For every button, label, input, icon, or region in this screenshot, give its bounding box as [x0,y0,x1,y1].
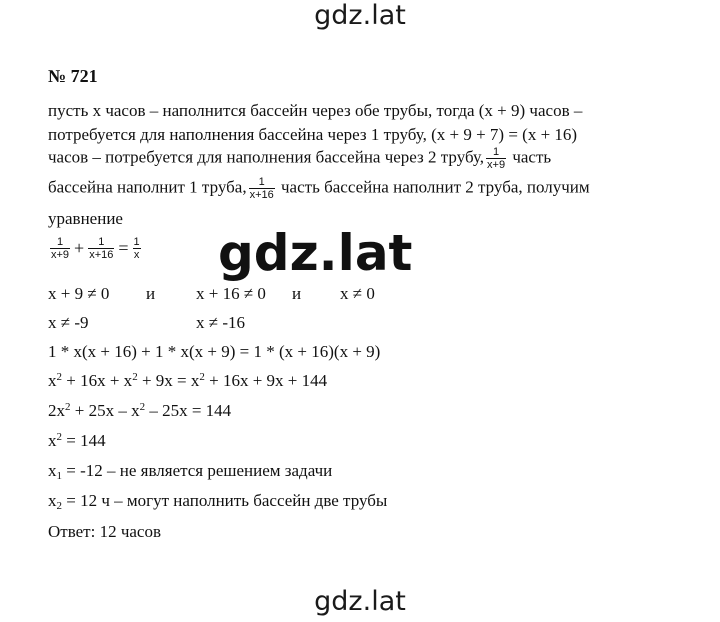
problem-number: № 721 [48,66,98,86]
root-1 [48,461,333,482]
step4-part: = 144 [62,431,106,450]
restriction-1: x ≠ -9 [48,313,89,332]
exponent: 2 [132,371,138,383]
exponent: 2 [65,401,71,413]
text-line-5: уравнение [48,209,123,228]
header-brand: gdz.lat [314,0,406,31]
root-var: x [48,491,57,510]
root-2 [48,491,388,512]
line3-tail: часть [512,147,552,167]
eq-fraction-1 [50,236,70,261]
solution-step-3 [48,402,231,419]
main-equation [48,236,143,261]
exponent: 2 [139,401,146,413]
text-line-2: потребуется для наполнения бассейна через 1 трубу, (x + 9 + 7) = (x + 16) [48,125,578,144]
exponent: 2 [56,431,62,443]
root-var: x [48,461,57,480]
equals-sign: = [118,238,129,259]
condition-1: x + 9 ≠ 0 [48,284,110,303]
text-line-1: пусть x часов – наполнится бассейн через обе трубы, тогда (x + 9) часов – [48,101,583,120]
step3-part: 2x [48,401,65,420]
watermark: gdz.lat [218,224,413,282]
line4-tail: часть бассейна наполнит 2 труба, получим [281,177,590,197]
step4-part: x [48,431,57,450]
answer: Ответ: 12 часов [48,522,161,541]
line3-text: часов – потребуется для наполнения бассейна через 2 трубу, [48,147,485,167]
fraction-1-over-x-plus-9 [486,146,506,171]
solution-step-2 [48,372,327,389]
condition-3: x ≠ 0 [340,284,375,303]
step2-part: x [48,371,57,390]
frac-denominator: x+9 [487,159,506,172]
eq-fraction-2 [88,236,114,261]
plus-sign: + [74,238,85,259]
solution-step-4 [48,432,106,449]
restriction-2: x ≠ -16 [196,313,245,332]
exponent: 2 [199,371,205,383]
fraction-1-over-x-plus-16 [249,176,275,201]
line4-text: бассейна наполнит 1 труба, [48,177,247,197]
frac-numerator: 1 [50,236,70,249]
subscript: 1 [56,470,62,482]
subscript: 2 [56,500,62,512]
text-line-3 [48,146,551,171]
eq-fraction-3 [133,236,141,261]
frac-denominator: x+9 [51,249,70,262]
frac-numerator: 1 [249,176,275,189]
frac-denominator: x+16 [249,189,274,202]
frac-denominator: x [133,249,140,262]
frac-numerator: 1 [88,236,114,249]
step2-part: + 9x = x [137,371,200,390]
step2-part: + 16x + x [62,371,133,390]
step2-part: + 16x + 9x + 144 [204,371,328,390]
condition-and-1: и [146,284,156,303]
root-text: = -12 – не является решением задачи [62,461,333,480]
root-text: = 12 ч – могут наполнить бассейн две трубы [62,491,388,510]
footer-brand: gdz.lat [314,586,406,617]
step3-part: + 25x – x [70,401,140,420]
condition-and-2: и [292,284,302,303]
step3-part: – 25x = 144 [145,401,232,420]
text-line-4 [48,176,590,201]
frac-numerator: 1 [133,236,140,248]
solution-step-1: 1 * x(x + 16) + 1 * x(x + 9) = 1 * (x + 16)(x + 9) [48,342,381,361]
frac-numerator: 1 [486,146,506,159]
frac-denominator: x+16 [89,249,114,262]
condition-2: x + 16 ≠ 0 [196,284,266,303]
exponent: 2 [56,371,62,383]
